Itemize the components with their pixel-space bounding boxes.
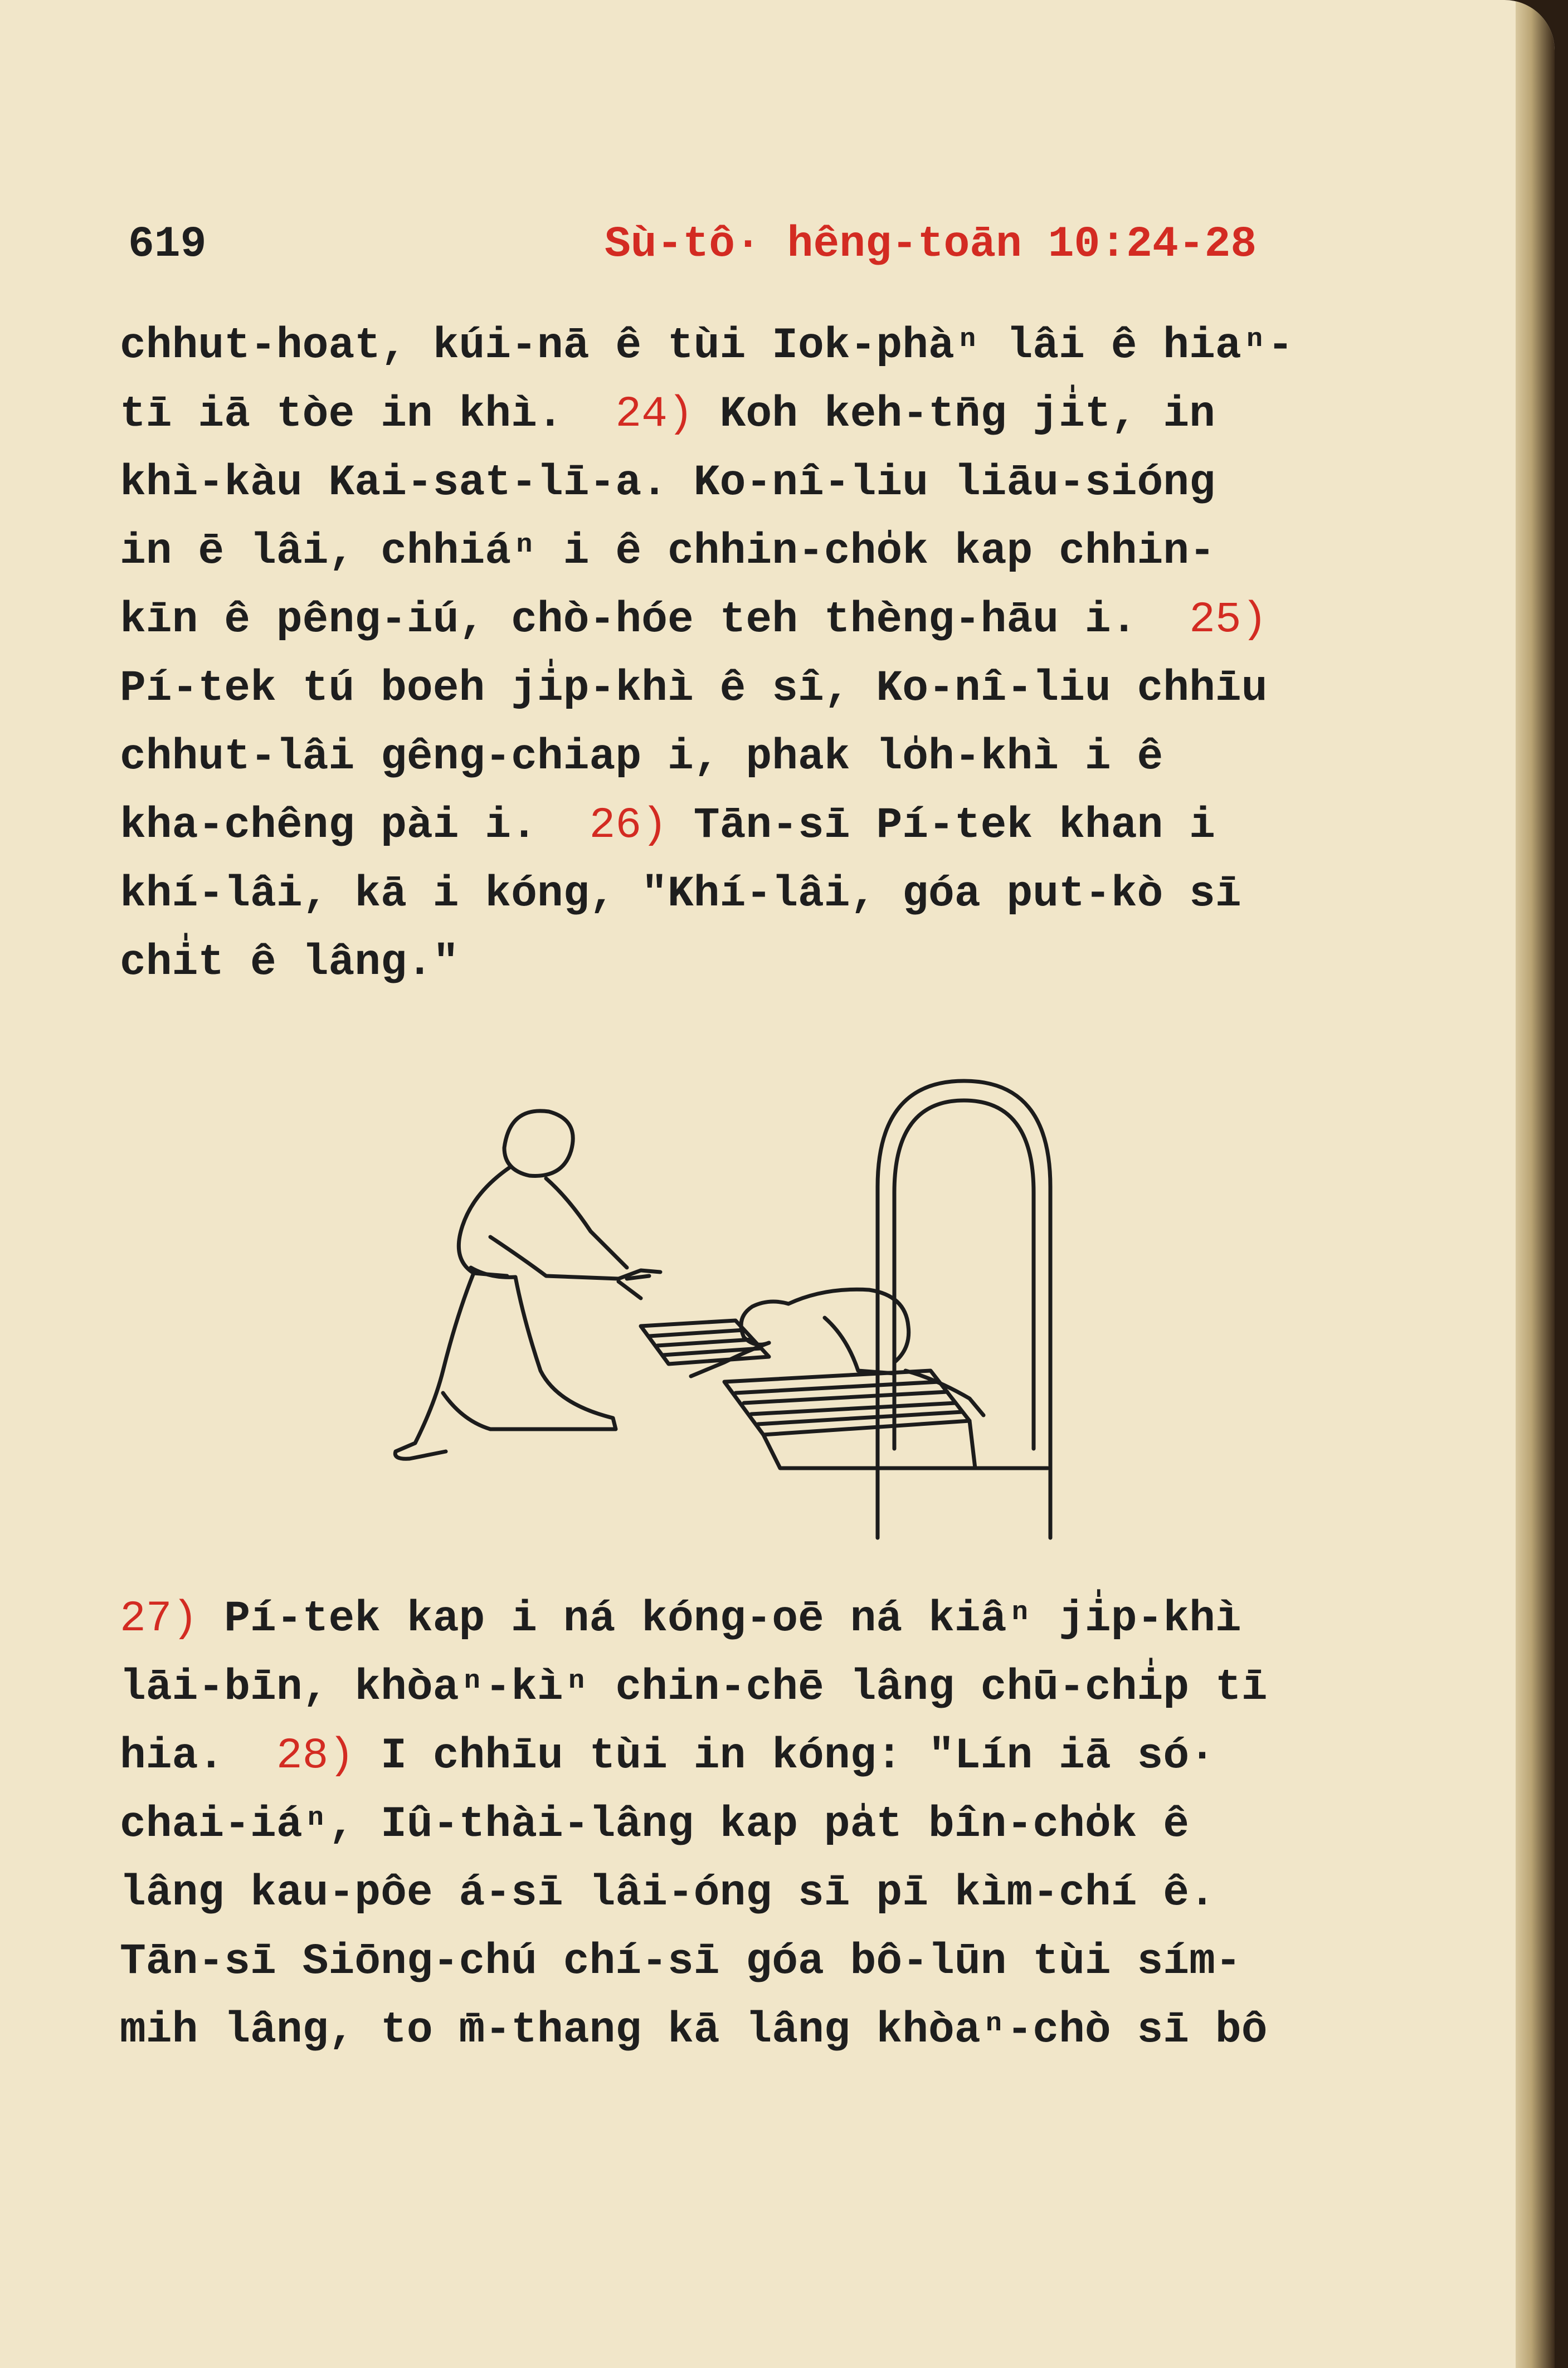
peter-arm bbox=[490, 1237, 660, 1279]
text-line bbox=[120, 860, 1418, 929]
verse-text: Koh keh-tn̄g ji̍t, in bbox=[693, 390, 1215, 439]
verse-text: lāi-bīn, khòaⁿ-kìⁿ chin-chē lâng chū-chi̍p tī bbox=[120, 1663, 1268, 1712]
verse-text: chhut-lâi gêng-chiap i, phak lo̍h-khì i ê bbox=[120, 733, 1163, 782]
peter-hand bbox=[619, 1276, 649, 1298]
cornelius-robe bbox=[825, 1318, 894, 1373]
verse-number: 24) bbox=[615, 390, 694, 439]
verse-number: 25) bbox=[1189, 596, 1268, 645]
floor-tile-line-1 bbox=[736, 1382, 939, 1393]
peter-sash bbox=[471, 1268, 515, 1277]
text-block-top bbox=[120, 312, 1418, 997]
verse-text: kha-chêng pài i. bbox=[120, 801, 590, 850]
text-line bbox=[120, 518, 1418, 586]
text-line bbox=[120, 929, 1418, 997]
text-line bbox=[120, 1722, 1418, 1791]
verse-text: khì-kàu Kai-sat-lī-a. Ko-nî-liu liāu-sióng bbox=[120, 459, 1215, 508]
verse-number: 26) bbox=[589, 801, 668, 850]
text-line bbox=[120, 312, 1418, 381]
peter-front bbox=[546, 1178, 627, 1268]
verse-text: chai-iáⁿ, Iû-thài-lâng kap pa̍t bîn-cho̍k ê bbox=[120, 1800, 1190, 1849]
verse-text: in ē lâi, chhiáⁿ i ê chhin-cho̍k kap chhin- bbox=[120, 527, 1215, 576]
text-line bbox=[120, 723, 1418, 792]
page-header bbox=[128, 220, 1354, 281]
peter-robe-front bbox=[515, 1277, 616, 1429]
verse-text: kīn ê pêng-iú, chò-hóe teh thèng-hāu i. bbox=[120, 596, 1190, 645]
text-line bbox=[120, 792, 1418, 860]
verse-text: Pí-tek kap i ná kóng-oē ná kiâⁿ ji̍p-khì bbox=[198, 1595, 1241, 1644]
verse-text: mih lâng, to m̄-thang kā lâng khòaⁿ-chò sī bô bbox=[120, 2006, 1268, 2055]
peter-robe bbox=[395, 1273, 474, 1459]
peter-leg bbox=[443, 1393, 546, 1429]
text-line bbox=[120, 449, 1418, 518]
page-number: 619 bbox=[128, 220, 207, 269]
verse-text: I chhīu tùi in kóng: "Lín iā só· bbox=[354, 1732, 1215, 1781]
verse-text: Tān-sī Pí-tek khan i bbox=[667, 801, 1215, 850]
verse-text: hia. bbox=[120, 1732, 276, 1781]
peter-and-cornelius-illustration bbox=[379, 1059, 1170, 1549]
text-line bbox=[120, 1928, 1418, 1996]
verse-number: 28) bbox=[276, 1732, 355, 1781]
text-line bbox=[120, 1654, 1418, 1722]
running-title: Sù-tô· hêng-toān 10:24-28 bbox=[605, 220, 1257, 269]
verse-text: chhut-hoat, kúi-nā ê tùi Iok-phàⁿ lâi ê hiaⁿ- bbox=[120, 321, 1294, 371]
text-line bbox=[120, 586, 1418, 655]
text-block-bottom bbox=[120, 1585, 1418, 2065]
text-line bbox=[120, 1791, 1418, 1859]
page-edge bbox=[1516, 0, 1555, 2368]
text-line bbox=[120, 1585, 1418, 1654]
verse-number: 27) bbox=[120, 1595, 198, 1644]
peter-head bbox=[504, 1111, 573, 1176]
verse-text: khí-lâi, kā i kóng, "Khí-lâi, góa put-kò sī bbox=[120, 870, 1241, 919]
text-line bbox=[120, 1996, 1418, 2065]
floor-tile-line-6 bbox=[658, 1339, 752, 1346]
floor-tile-line-5 bbox=[649, 1330, 744, 1336]
floor-tile-line-2 bbox=[744, 1392, 947, 1403]
verse-text: tī iā tòe in khì. bbox=[120, 390, 616, 439]
peter-back bbox=[459, 1167, 510, 1276]
verse-text: Pí-tek tú boeh ji̍p-khì ê sî, Ko-nî-liu chhīu bbox=[120, 664, 1268, 713]
text-line bbox=[120, 655, 1418, 723]
text-line bbox=[120, 381, 1418, 449]
verse-text: chi̍t ê lâng." bbox=[120, 938, 459, 987]
verse-text: Tān-sī Siōng-chú chí-sī góa bô-lūn tùi sím- bbox=[120, 1937, 1241, 1986]
verse-text: lâng kau-pôe á-sī lâi-óng sī pī kìm-chí ê. bbox=[120, 1869, 1215, 1918]
text-line bbox=[120, 1859, 1418, 1928]
